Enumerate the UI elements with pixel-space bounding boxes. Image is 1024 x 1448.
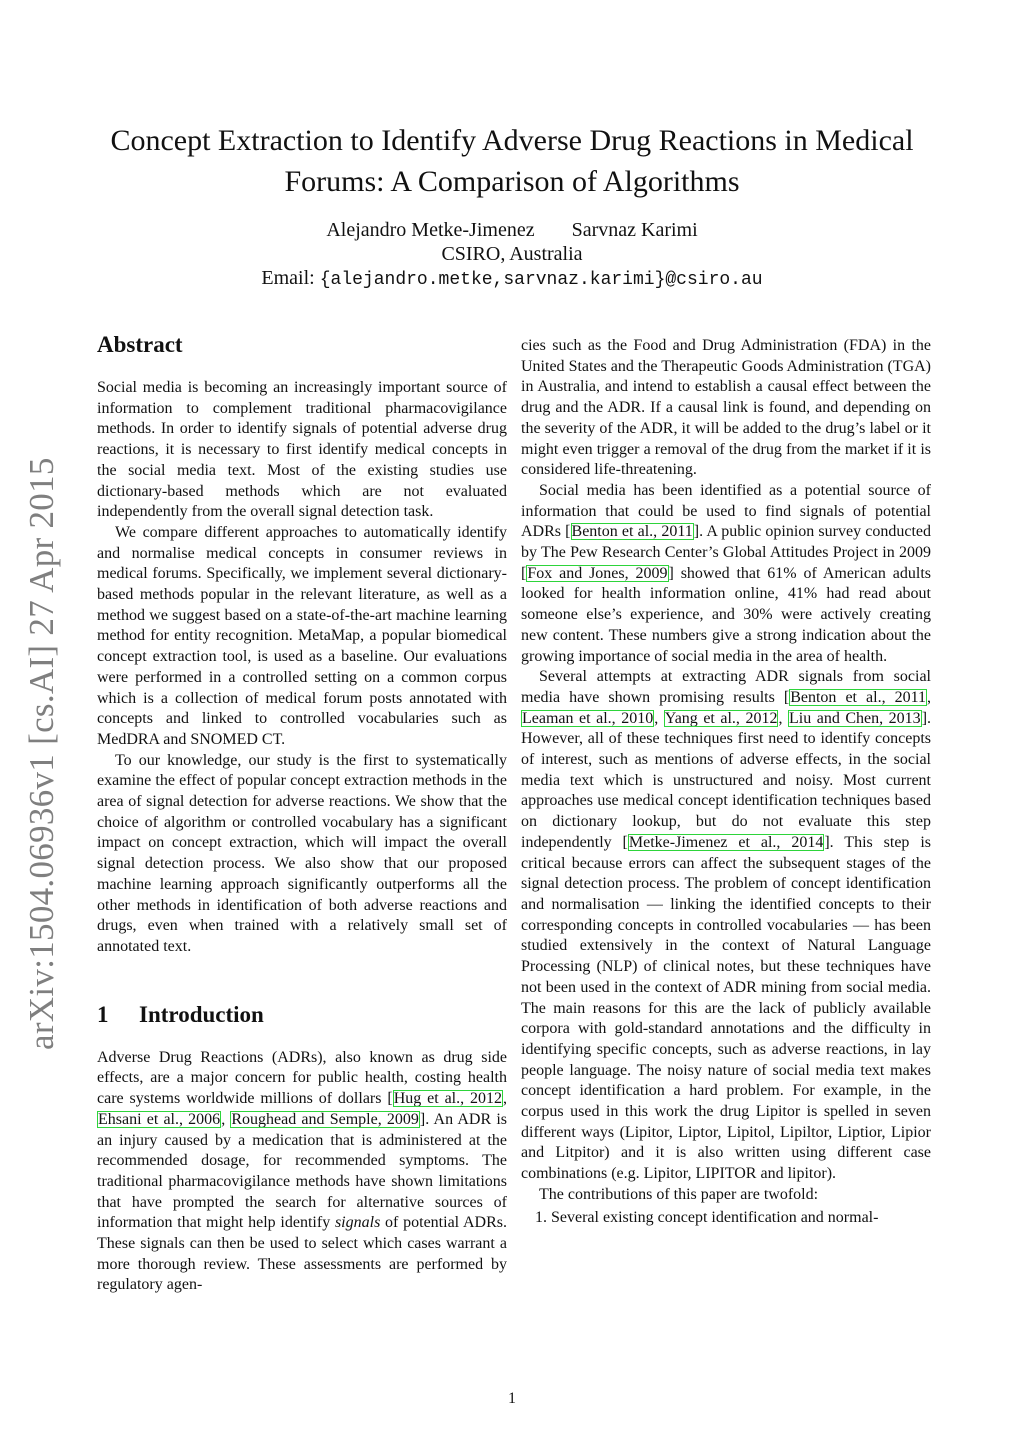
email-label: Email: — [261, 267, 315, 289]
intro-paragraph: Adverse Drug Reactions (ADRs), also known as drug side effects, are a major concern for public health, costing health care systems worldwide millions of dollars [Hug et al., 2012, Ehsani et al., 2006, Roughead and Semple, 2009]. An ADR is an injury caused by a medication that is administered at the recommended dosage, for recommended symptoms. The traditional pharmacovigilance methods have shown limitations that have prompted the search for alternative sources of information that might help identify signals of potential ADRs. These signals can then be used to select which cases warrant a more thorough review. These assessments are performed by regulatory agen- — [97, 1048, 508, 1294]
list-item: 1. Several existing concept identification and normal- — [551, 1208, 931, 1229]
emphasis-signals: signals — [334, 1214, 381, 1232]
paper-title: Concept Extraction to Identify Adverse Drug Reactions in Medical Forums: A Comparison of Algorithms — [110, 124, 914, 198]
abstract-paragraph: We compare different approaches to automatically identify and normalise medical concepts in consumer reviews in medical forums. Specifically, we implement several dictionary-based methods popular in the relevant literature, as well as a method we suggest based on a state-of-the-art machine learning method for entity recognition. MetaMap, a popular biomedical concept extraction tool, is used as a baseline. Our evaluations were performed in a controlled setting on a common corpus which is a collection of medical forum posts annotated with concepts and linked to controlled vocabularies such as MedDRA and SNOMED CT. — [97, 523, 507, 748]
citation-link[interactable]: Fox and Jones, 2009 — [527, 564, 668, 582]
citation-link[interactable]: Ehsani et al., 2006 — [98, 1110, 221, 1128]
arxiv-stamp: arXiv:1504.06936v1 [cs.AI] 27 Apr 2015 — [22, 457, 61, 1050]
contributions-list — [521, 1208, 931, 1229]
abstract-paragraph: Social media is becoming an increasingly important source of information to complement traditional pharmacovigilance methods. In order to identify signals of potential adverse drug reactions, it is necessary to first identify medical concepts in the social media text. Most of the existing studies use dictionary-based methods which are not evaluated independently from the overall signal detection task. — [97, 379, 507, 521]
author-name: Sarvnaz Karimi — [571, 219, 698, 241]
page-number: 1 — [508, 1390, 516, 1407]
intro-paragraph: Several attempts at extracting ADR signals from social media have shown promising results [Benton et al., 2011, Leaman et al., 2010, Yang et al., 2012, Liu and Chen, 2013]. However, all of these techniques first need to identify concepts of interest, such as mentions of adverse effects, in the social media text which is unstructured and noisy. Most current approaches use medical concept identification techniques based on dictionary lookup, but do not evaluate this step independently [Metke-Jimenez et al., 2014]. This step is critical because errors can affect the subsequent stages of the signal detection process. The problem of concept identification and normalisation — linking the identified concepts to their corresponding concepts in controlled vocabularies — has been studied extensively in the context of Natural Language Processing (NLP) of clinical notes, but these techniques have not been used in the context of ADR mining from social media. The main reasons for this are the lack of publicly available corpora with gold-standard annotations and the difficulty in identifying specific concepts, such as adverse reactions, in lay people language. The noisy nature of social media text makes concept identification a hard problem. For example, in the corpus used in this work the drug Lipitor is spelled in seven different ways (Lipitor, Liptor, Lipitol, Lipiltor, Liptior, Lipior and Litpitor) and it is also written using different case combinations (e.g. Lipitor, LIPITOR and lipitor). — [521, 668, 932, 1183]
intro-paragraph: Social media has been identified as a potential source of information that could be used to find signals of potential ADRs [Benton et al., 2011]. A public opinion survey conducted by The Pew Research Center’s Global Attitudes Project in 2009 [Fox and Jones, 2009] showed that 61% of American adults looked for health information online, 41% had read about someone else’s experience, and 30% were actively creating new content. These numbers give a strong indication about the growing importance of social media in the area of health. — [521, 481, 932, 665]
abstract-paragraph: To our knowledge, our study is the first to systematically examine the effect of popular concept extraction methods in the area of signal detection for adverse reactions. We show that the choice of algorithm or controlled vocabulary has a significant impact on concept extraction, which will impact the overall signal detection process. We also show that our proposed machine learning approach significantly outperforms all the other methods in identification of both adverse reactions and drugs, even when trained with a relatively small set of annotated text. — [97, 751, 507, 955]
section-title: Introduction — [139, 1001, 264, 1027]
email-line — [80, 266, 944, 292]
citation-link[interactable]: Leaman et al., 2010 — [522, 709, 654, 727]
abstract-heading: Abstract — [97, 332, 183, 357]
intro-paragraph-continued: cies such as the Food and Drug Administration (FDA) in the United States and the Therapeutic Goods Administration (TGA) in Australia, and intend to establish a causal effect between the drug and the ADR. If a causal link is found, and depending on the severity of the ADR, it will be added to the drug’s label or it might even trigger a removal of the drug from the market if it is considered life-threatening. — [521, 337, 931, 479]
email-address[interactable]: {alejandro.metke,sarvnaz.karimi}@csiro.au — [319, 270, 763, 290]
citation-link[interactable]: Liu and Chen, 2013 — [789, 709, 921, 727]
affiliation: CSIRO, Australia — [441, 243, 583, 265]
citation-link[interactable]: Benton et al., 2011 — [790, 688, 926, 706]
intro-paragraph: The contributions of this paper are twofold: — [539, 1185, 819, 1203]
introduction-heading — [97, 1002, 507, 1028]
author-names — [80, 218, 944, 242]
author-name: Alejandro Metke-Jimenez — [326, 219, 535, 241]
citation-link[interactable]: Benton et al., 2011 — [571, 523, 693, 541]
section-number: 1 — [97, 1001, 109, 1027]
left-column — [97, 332, 507, 1296]
citation-link[interactable]: Roughead and Semple, 2009 — [231, 1110, 419, 1128]
citation-link[interactable]: Hug et al., 2012 — [393, 1090, 503, 1108]
citation-link[interactable]: Yang et al., 2012 — [664, 709, 778, 727]
author-block — [80, 218, 944, 292]
citation-link[interactable]: Metke-Jimenez et al., 2014 — [628, 833, 824, 851]
right-column — [521, 336, 931, 1228]
